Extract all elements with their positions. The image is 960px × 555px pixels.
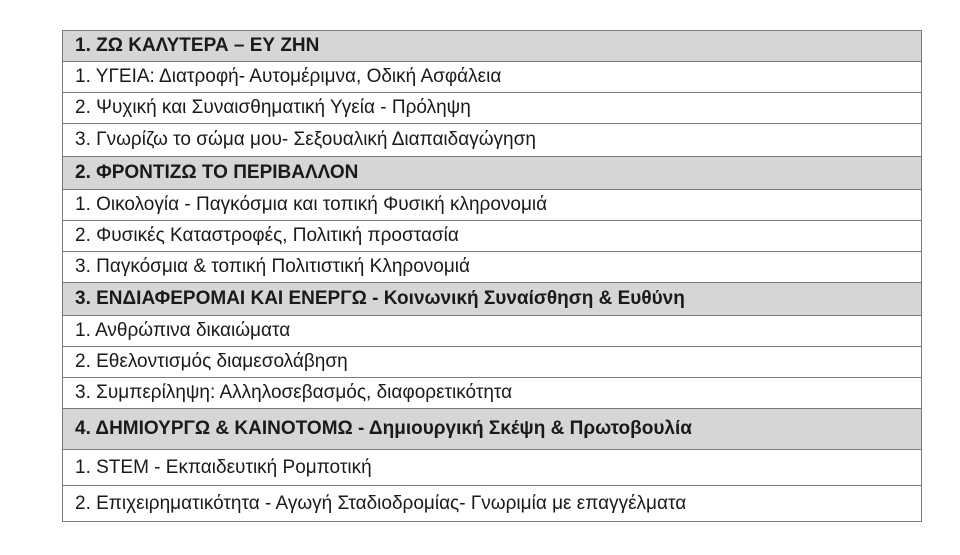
section-title: 4. ΔΗΜΙΟΥΡΓΩ & ΚΑΙΝΟΤΟΜΩ - Δημιουργική Σκέψη & Πρωτοβουλία <box>63 409 922 450</box>
item-text: 2. Επιχειρηματικότητα - Αγωγή Σταδιοδρομίας- Γνωριμία με επαγγέλματα <box>63 486 922 522</box>
section-title: 2. ΦΡΟΝΤΙΖΩ ΤΟ ΠΕΡΙΒΑΛΛΟΝ <box>63 157 922 190</box>
section-title: 1. ΖΩ ΚΑΛΥΤΕΡΑ – ΕΥ ΖΗΝ <box>63 31 922 62</box>
section-header-row <box>63 31 922 62</box>
list-item <box>63 316 922 347</box>
list-item <box>63 378 922 409</box>
list-item <box>63 62 922 93</box>
list-item <box>63 486 922 522</box>
item-text: 3. Παγκόσμια & τοπική Πολιτιστική Κληρονομιά <box>63 252 922 283</box>
item-text: 3. Συμπερίληψη: Αλληλοσεβασμός, διαφορετικότητα <box>63 378 922 409</box>
item-text: 2. Ψυχική και Συναισθηματική Υγεία - Πρόληψη <box>63 93 922 124</box>
item-text: 2. Φυσικές Καταστροφές, Πολιτική προστασία <box>63 221 922 252</box>
list-item <box>63 450 922 486</box>
section-header-row <box>63 409 922 450</box>
section-header-row <box>63 283 922 316</box>
thematic-areas-table <box>62 30 922 522</box>
list-item <box>63 190 922 221</box>
item-text: 1. ΥΓΕΙΑ: Διατροφή- Αυτομέριμνα, Οδική Ασφάλεια <box>63 62 922 93</box>
item-text: 3. Γνωρίζω το σώμα μου- Σεξουαλική Διαπαιδαγώγηση <box>63 124 922 157</box>
section-header-row <box>63 157 922 190</box>
item-text: 2. Εθελοντισμός διαμεσολάβηση <box>63 347 922 378</box>
item-text: 1. STEM - Εκπαιδευτική Ρομποτική <box>63 450 922 486</box>
list-item <box>63 93 922 124</box>
list-item <box>63 124 922 157</box>
section-title: 3. ΕΝΔΙΑΦΕΡΟΜΑΙ ΚΑΙ ΕΝΕΡΓΩ - Κοινωνική Συναίσθηση & Ευθύνη <box>63 283 922 316</box>
list-item <box>63 252 922 283</box>
thematic-areas-table-container <box>62 30 922 522</box>
list-item <box>63 221 922 252</box>
item-text: 1. Ανθρώπινα δικαιώματα <box>63 316 922 347</box>
list-item <box>63 347 922 378</box>
item-text: 1. Οικολογία - Παγκόσμια και τοπική Φυσική κληρονομιά <box>63 190 922 221</box>
